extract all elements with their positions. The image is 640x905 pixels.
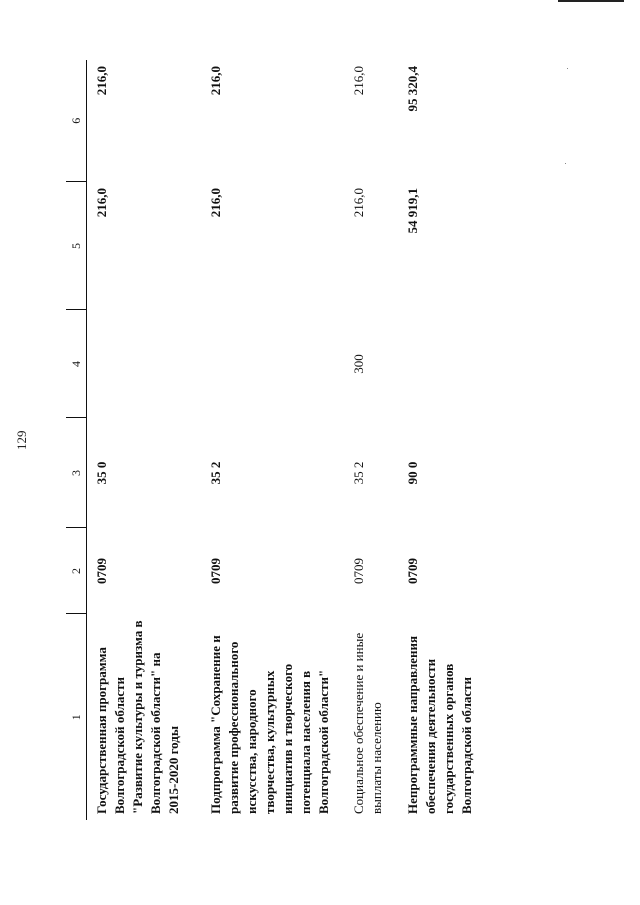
col-header-5: 5 xyxy=(66,182,87,310)
row-target: 90 0 xyxy=(405,461,420,485)
row-name: Социальное обеспечение и иные выплаты населению xyxy=(351,632,384,814)
row-name: Непрограммные направления обеспечения деятельности государственных органов Волгоградской области xyxy=(405,635,474,814)
row-section: 0709 xyxy=(208,558,223,584)
page-number: 129 xyxy=(14,430,29,450)
table-row xyxy=(87,60,202,820)
budget-table xyxy=(66,60,484,820)
row-amount-current: 54 919,1 xyxy=(405,188,420,234)
row-amount-next: 216,0 xyxy=(208,66,223,96)
row-amount-current: 216,0 xyxy=(351,188,366,218)
scan-speck xyxy=(567,68,568,69)
scan-edge-rule xyxy=(558,0,624,2)
row-expense-type: 300 xyxy=(351,354,366,374)
col-header-1: 1 xyxy=(66,614,87,820)
row-expense-type xyxy=(398,310,484,418)
table-header-row xyxy=(66,60,87,820)
row-section: 0709 xyxy=(351,558,366,584)
col-header-6: 6 xyxy=(66,60,87,182)
scan-speck xyxy=(565,163,566,164)
row-amount-current: 216,0 xyxy=(208,188,223,218)
row-section: 0709 xyxy=(405,558,420,584)
row-name: Подпрограмма "Сохранение и развитие профессионального искусства, народного творчества, культурных инициатив и творческого потенциала населения в Волгоградской области" xyxy=(208,635,331,814)
row-amount-next: 216,0 xyxy=(94,66,109,96)
row-amount-next: 95 320,4 xyxy=(405,66,420,112)
row-section: 0709 xyxy=(94,558,109,584)
row-name: Государственная программа Волгоградской области "Развитие культуры и туризма в Волгоградской области" на 2015-2020 годы xyxy=(94,620,181,814)
row-amount-next: 216,0 xyxy=(351,66,366,96)
row-target: 35 2 xyxy=(208,461,223,485)
row-amount-current: 216,0 xyxy=(94,188,109,218)
col-header-4: 4 xyxy=(66,310,87,418)
row-target: 35 0 xyxy=(94,461,109,485)
row-expense-type xyxy=(201,310,344,418)
row-target: 35 2 xyxy=(351,461,366,485)
table-row xyxy=(344,60,398,820)
table-row xyxy=(201,60,344,820)
table-row xyxy=(398,60,484,820)
row-expense-type xyxy=(87,310,202,418)
col-header-3: 3 xyxy=(66,418,87,528)
col-header-2: 2 xyxy=(66,528,87,614)
budget-table-sheet xyxy=(66,60,546,820)
